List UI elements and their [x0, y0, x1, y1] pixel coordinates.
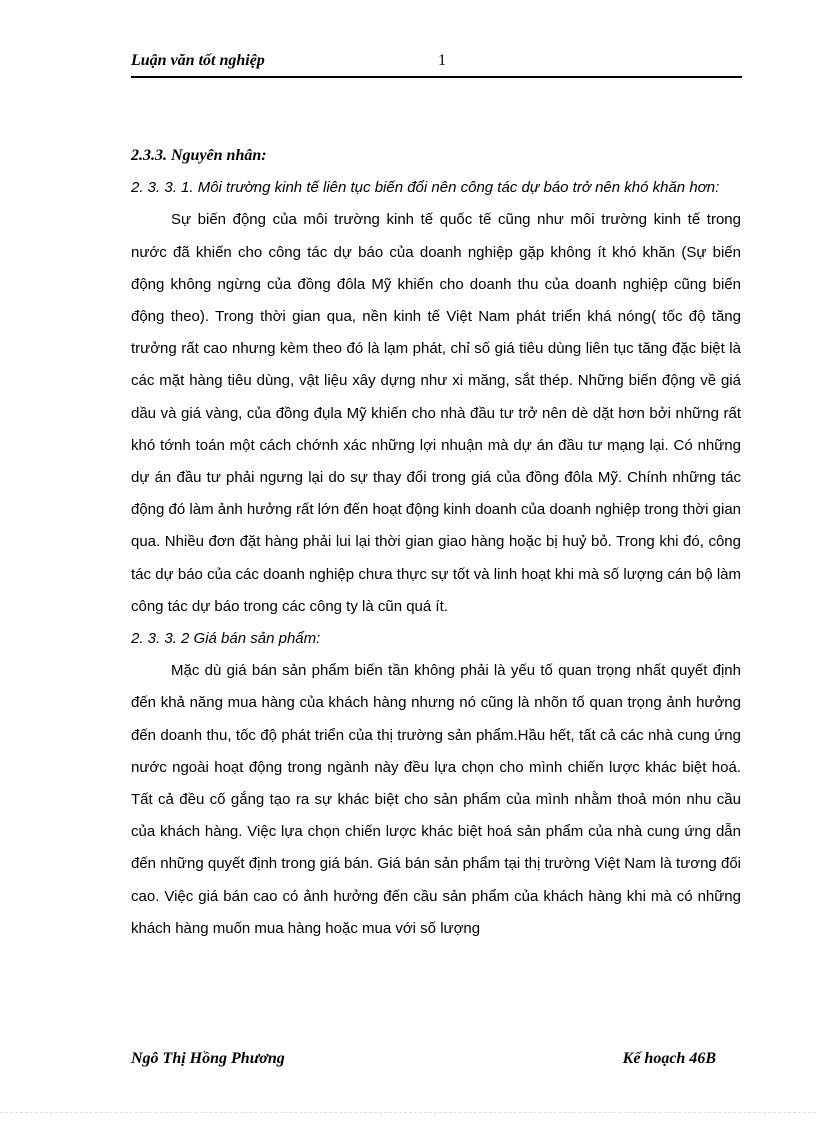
subsection-1-heading: 2. 3. 3. 1. Môi trường kinh tế liên tục biến đổi nên công tác dự báo trở nên khó khăn hơn: [131, 179, 720, 197]
page-edge-divider [0, 1112, 816, 1113]
page-header [131, 48, 742, 78]
page-footer [131, 1050, 716, 1074]
section-heading: 2.3.3. Nguyên nhân: [131, 147, 267, 164]
document-body [131, 140, 741, 945]
footer-class: Kế hoạch 46B [622, 1050, 716, 1067]
page-number: 1 [438, 52, 446, 69]
header-title: Luận văn tốt nghiệp [131, 52, 265, 69]
subsection-2-heading: 2. 3. 3. 2 Giá bán sản phẩm: [131, 630, 321, 648]
subsection-2-paragraph: Mặc dù giá bán sản phẩm biến tần không phải là yếu tố quan trọng nhất quyết định đến khả năng mua hàng của khách hàng nhưng nó cũng là nhõn tố quan trọng ảnh hưởng đến doanh thu, tốc độ phát triển của thị trường sản phẩm.Hầu hết, tất cả các nhà cung ứng nước ngoài hoạt động trong ngành này đều lựa chọn cho mình chiến lược khác biệt hoá. Tất cả đều cố gắng tạo ra sự khác biệt cho sản phẩm của mình nhằm thoả món nhu cầu của khách hàng. Việc lựa chọn chiến lược khác biệt hoá sản phẩm của nhà cung ứng dẫn đến những quyết định trong giá bán. Giá bán sản phẩm tại thị trường Việt Nam là tương đối cao. Việc giá bán cao có ảnh hưởng đến cầu sản phẩm của khách hàng khi mà có những khách hàng muốn mua hàng hoặc mua với số lượng [131, 662, 741, 937]
footer-author: Ngô Thị Hồng Phương [131, 1050, 285, 1067]
subsection-1-paragraph: Sự biến động của môi trường kinh tế quốc tế cũng như môi trường kinh tế trong nước đã khiến cho công tác dự báo của doanh nghiệp gặp không ít khó khăn (Sự biến động không ngừng của đồng đôla Mỹ khiến cho doanh thu của doanh nghiệp cũng biến động theo). Trong thời gian qua, nền kinh tế Việt Nam phát triển khá nóng( tốc độ tăng trưởng rất cao nhưng kèm theo đó là lạm phát, chỉ số giá tiêu dùng liên tục tăng đặc biệt là các mặt hàng tiêu dùng, vật liệu xây dựng như xi măng, sắt thép. Những biến động về giá dầu và giá vàng, của đồng đụla Mỹ khiến cho nhà đầu tư trở nên dè dặt hơn bởi những rất khó tớnh toán một cách chớnh xác những lợi nhuận mà dự án đầu tư mạng lại. Có những dự án đầu tư phải ngưng lại do sự thay đổi trong giá của đồng đôla Mỹ. Chính những tác động đó làm ảnh hưởng rất lớn đến hoạt động kinh doanh của doanh nghiệp trong thời gian qua. Nhiều đơn đặt hàng phải lui lại thời gian giao hàng hoặc bị huỷ bỏ. Trong khi đó, công tác dự báo của các doanh nghiệp chưa thực sự tốt và linh hoạt khi mà số lượng cán bộ làm công tác dự báo trong các công ty là cũn quá ít. [131, 211, 742, 615]
